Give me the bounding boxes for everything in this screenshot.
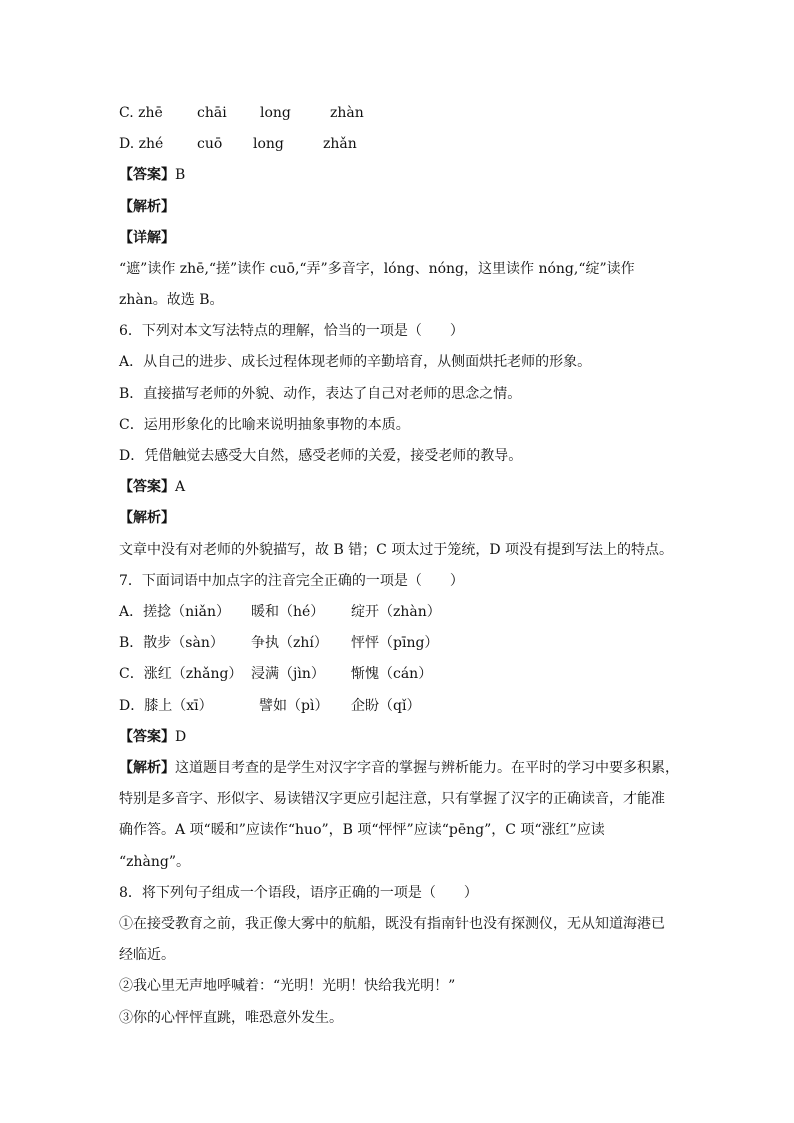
- q6-option-c: C．运用形象化的比喻来说明抽象事物的本质。: [119, 417, 410, 433]
- q5-option-d-label: D. zhé: [119, 136, 164, 152]
- q7-row-b-word: 争执（zhí）: [251, 635, 328, 651]
- q8-sentence-3: ③你的心怦怦直跳，唯恐意外发生。: [119, 1010, 343, 1026]
- q6-question: 6．下列对本文写法特点的理解，恰当的一项是（ ）: [119, 323, 464, 339]
- q5-option-c-item: long: [260, 105, 291, 121]
- q5-option-d-item: cuō: [197, 136, 223, 152]
- q7-row-c-word: 惭愧（cán）: [351, 666, 433, 682]
- answer-tag: 【答案】: [119, 167, 175, 183]
- q8-question: 8．将下列句子组成一个语段，语序正确的一项是（ ）: [119, 885, 478, 901]
- q5-option-d-item: long: [253, 136, 284, 152]
- q6-option-a: A．从自己的进步、成长过程体现老师的辛勤培育，从侧面烘托老师的形象。: [119, 354, 592, 370]
- q7-analysis: [119, 758, 679, 778]
- q7-row-d-word: 譬如（pì）: [259, 698, 329, 714]
- q6-option-d: D．凭借触觉去感受大自然，感受老师的关爱，接受老师的教导。: [119, 448, 523, 464]
- answer-value: A: [175, 479, 186, 495]
- q5-option-c-label: C. zhē: [119, 105, 163, 121]
- q7-answer: [119, 727, 186, 747]
- q6-answer: [119, 477, 185, 497]
- q6-analysis: 文章中没有对老师的外貌描写，故 B 错；C 项太过于笼统，D 项没有提到写法上的特点。: [119, 542, 674, 558]
- q7-question: 7．下面词语中加点字的注音完全正确的一项是（ ）: [119, 573, 464, 589]
- answer-value: D: [175, 729, 187, 745]
- q7-analysis-line: 特别是多音字、形似字、易读错汉字更应引起注意，只有掌握了汉字的正确读音，才能准: [119, 791, 665, 807]
- q8-sentence-1: ①在接受教育之前，我正像大雾中的航船，既没有指南针也没有探测仪，无从知道海港已: [119, 916, 665, 932]
- answer-tag: 【答案】: [119, 479, 175, 495]
- q7-analysis-line: 确作答。A 项“暖和”应读作“huo”，B 项“怦怦”应读“pēng”，C 项“涨红”应读: [119, 822, 605, 838]
- answer-value: B: [175, 167, 186, 183]
- q6-analysis-tag: 【解析】: [119, 510, 175, 526]
- q7-row-d-word: 企盼（qǐ）: [351, 698, 421, 714]
- q7-row-a-word: 绽开（zhàn）: [351, 604, 441, 620]
- q7-analysis-line: “zhàng”。: [119, 854, 191, 870]
- answer-tag: 【答案】: [119, 729, 175, 745]
- analysis-tag: 【解析】: [119, 760, 175, 776]
- analysis-text: 这道题目考查的是学生对汉字字音的掌握与辨析能力。在平时的学习中要多积累，: [175, 760, 679, 776]
- q6-option-b: B．直接描写老师的外貌、动作，表达了自己对老师的思念之情。: [119, 386, 522, 402]
- q5-detail-line: zhàn。故选 B。: [119, 292, 224, 308]
- q8-sentence-2: ②我心里无声地呼喊着：“光明！光明！快给我光明！”: [119, 978, 456, 994]
- q7-row-d-word: D．膝上（xī）: [119, 698, 213, 714]
- q5-analysis-tag: 【解析】: [119, 199, 175, 215]
- q7-row-c-word: C．涨红（zhǎng）: [119, 666, 243, 682]
- q7-row-b-word: 怦怦（pīng）: [351, 635, 439, 651]
- q7-row-a-word: 暖和（hé）: [251, 604, 325, 620]
- q8-sentence-1-cont: 经临近。: [119, 947, 175, 963]
- q5-option-d-item: zhǎn: [323, 136, 357, 152]
- q5-option-c-item: chāi: [197, 105, 227, 121]
- q5-detail-line: “遮”读作 zhē,“搓”读作 cuō,“弄”多音字，lóng、nóng，这里读作 nóng,“绽”读作: [119, 261, 635, 277]
- q5-answer: [119, 165, 185, 185]
- q5-option-c-item: zhàn: [330, 105, 364, 121]
- q7-row-c-word: 浸满（jìn）: [251, 666, 325, 682]
- q5-detail-tag: 【详解】: [119, 230, 175, 246]
- q7-row-b-word: B．散步（sàn）: [119, 635, 224, 651]
- q7-row-a-word: A．搓捻（niǎn）: [119, 604, 230, 620]
